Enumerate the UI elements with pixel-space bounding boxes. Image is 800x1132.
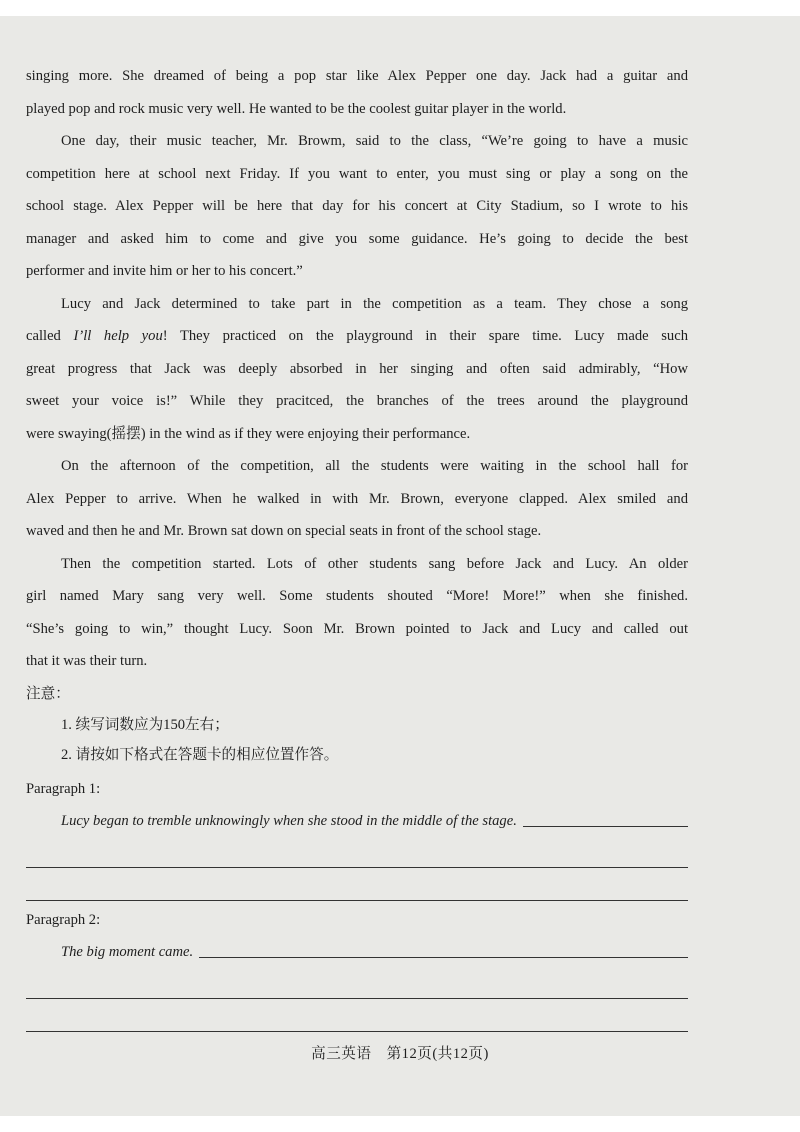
note-item: 2. 请按如下格式在答题卡的相应位置作答。 — [61, 746, 339, 763]
song-outro: ! They practiced on the playground in their spare time. Lucy made such — [162, 328, 688, 344]
answer-line[interactable] — [26, 967, 688, 999]
answer-blank[interactable] — [523, 826, 688, 827]
story-line: singing more. She dreamed of being a pop star like Alex Pepper one day. Jack had a guitar and — [26, 68, 688, 84]
story-line: girl named Mary sang very well. Some students shouted “More! More!” when she finished. — [26, 588, 688, 604]
song-intro: called — [26, 328, 74, 344]
note-item: 1. 续写词数应为150左右； — [61, 716, 229, 733]
story-line: sweet your voice is!” While they pracitced, the branches of the trees around the playground — [26, 393, 688, 409]
story-line: were swaying(摇摆) in the wind as if they were enjoying their performance. — [26, 425, 471, 442]
answer-blank[interactable] — [199, 957, 688, 958]
paragraph1-prompt: Lucy began to tremble unknowingly when she stood in the middle of the stage. — [61, 812, 517, 829]
exam-content — [26, 60, 688, 1032]
story-line-song — [26, 320, 688, 353]
paragraph2-prompt-line — [26, 937, 688, 967]
answer-line[interactable] — [26, 868, 688, 901]
paragraph2-prompt: The big moment came. — [61, 943, 194, 960]
page-footer: 高三英语 第12页(共12页) — [311, 1046, 489, 1062]
story-line: One day, their music teacher, Mr. Browm, said to the class, “We’re going to have a music — [61, 133, 688, 149]
story-line: played pop and rock music very well. He wanted to be the coolest guitar player in the world. — [26, 100, 567, 117]
story-line: Alex Pepper to arrive. When he walked in with Mr. Brown, everyone clapped. Alex smiled and — [26, 490, 688, 507]
answer-line[interactable] — [26, 999, 688, 1032]
story-line: Lucy and Jack determined to take part in the competition as a team. They chose a song — [61, 295, 688, 312]
answer-line[interactable] — [26, 836, 688, 868]
paragraph2-label: Paragraph 2: — [26, 911, 101, 928]
song-title: I’ll help you — [73, 328, 163, 344]
story-line: waved and then he and Mr. Brown sat down on special seats in front of the school stage. — [26, 523, 542, 539]
story-line: school stage. Alex Pepper will be here that day for his concert at City Stadium, so I wrote to his — [26, 198, 688, 214]
notes-heading: 注意： — [26, 685, 70, 702]
paragraph1-prompt-line — [26, 806, 688, 836]
story-line: great progress that Jack was deeply absorbed in her singing and often said admirably, “How — [26, 360, 688, 377]
story-line: “She’s going to win,” thought Lucy. Soon Mr. Brown pointed to Jack and Lucy and called out — [26, 620, 688, 637]
story-line: competition here at school next Friday. If you want to enter, you must sing or play a song on the — [26, 165, 688, 182]
story-line: Then the competition started. Lots of other students sang before Jack and Lucy. An older — [61, 555, 688, 572]
paragraph1-label: Paragraph 1: — [26, 780, 101, 797]
story-line: performer and invite him or her to his concert.” — [26, 263, 303, 279]
story-line: that it was their turn. — [26, 653, 148, 669]
story-line: On the afternoon of the competition, all the students were waiting in the school hall for — [61, 458, 688, 474]
story-line: manager and asked him to come and give you some guidance. He’s going to decide the best — [26, 230, 688, 247]
